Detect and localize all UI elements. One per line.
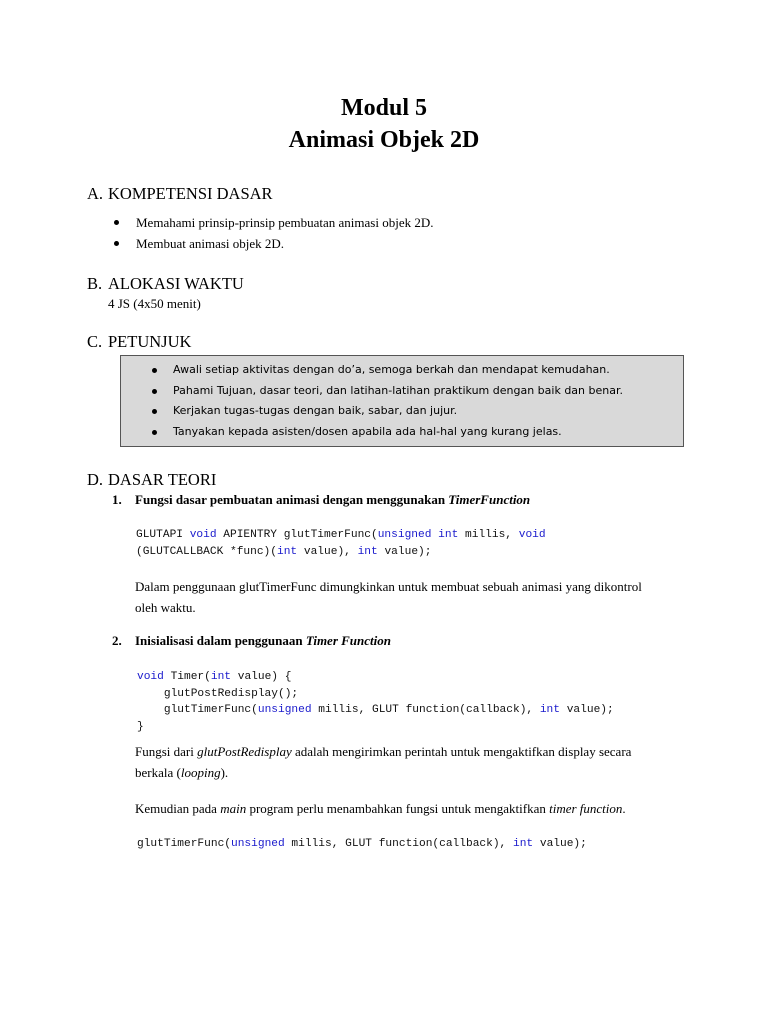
instructions-box <box>120 355 684 447</box>
paragraph-3-text: program perlu menambahkan fungsi untuk mengaktifkan <box>246 801 550 816</box>
section-a-list <box>108 212 434 254</box>
paragraph-3-text: . <box>622 801 626 816</box>
section-a-title: KOMPETENSI DASAR <box>108 184 273 203</box>
section-b-title: ALOKASI WAKTU <box>108 274 244 293</box>
code-token: value); <box>533 838 587 850</box>
list-item: Tanyakan kepada asisten/dosen apabila ada hal-hal yang kurang jelas. <box>121 422 683 443</box>
section-b-text: 4 JS (4x50 menit) <box>108 296 201 311</box>
paragraph-2 <box>135 741 695 783</box>
list-item: Kerjakan tugas-tugas dengan baik, sabar, dan jujur. <box>121 401 683 422</box>
section-d-letter: D. <box>87 470 104 489</box>
section-c-title: PETUNJUK <box>108 332 192 351</box>
paragraph-2-italic: glutPostRedisplay <box>197 744 292 759</box>
code-keyword: int <box>210 671 232 683</box>
code-block-3 <box>137 836 587 853</box>
module-number: Modul 5 <box>340 95 427 121</box>
code-block-1 <box>136 527 546 560</box>
code-keyword: int <box>357 545 378 558</box>
code-line <box>137 669 614 686</box>
section-d-title: DASAR TEORI <box>108 470 217 489</box>
paragraph-3-italic: main <box>220 801 247 816</box>
code-keyword: int <box>539 704 560 716</box>
subsection-2-italic: Timer Function <box>305 633 391 648</box>
code-token: GLUTAPI <box>136 529 190 541</box>
code-keyword: unsigned <box>377 529 432 541</box>
paragraph-3-italic: timer function <box>549 801 623 816</box>
code-block-2 <box>137 669 614 735</box>
code-keyword: int <box>438 529 459 541</box>
section-c-letter: C. <box>87 332 103 351</box>
code-token: Timer( <box>163 671 211 683</box>
list-item: Memahami prinsip-prinsip pembuatan animasi objek 2D. <box>108 212 434 233</box>
code-line <box>137 702 614 719</box>
subsection-2-heading <box>112 632 391 650</box>
subsection-1-number: 1. <box>112 492 122 507</box>
paragraph-1-line-1: Dalam penggunaan glutTimerFunc dimungkinkan untuk membuat sebuah animasi yang dikontrol <box>135 579 642 594</box>
code-token: glutTimerFunc( <box>137 838 231 850</box>
paragraph-2-text: adalah mengirimkan perintah untuk mengaktifkan display secara <box>291 744 632 759</box>
paragraph-2-text: berkala ( <box>135 765 181 780</box>
code-keyword: void <box>518 529 546 541</box>
section-c-heading <box>87 332 191 352</box>
code-keyword: int <box>512 838 534 850</box>
code-token: (GLUTCALLBACK *func)( <box>136 545 277 558</box>
section-d-heading <box>87 470 216 490</box>
code-token: value); <box>377 545 432 558</box>
paragraph-2-text: Fungsi dari <box>135 744 198 759</box>
code-token: value); <box>560 704 614 716</box>
code-keyword: int <box>277 545 298 558</box>
code-keyword: unsigned <box>257 704 312 716</box>
code-token: value), <box>297 545 358 558</box>
subsection-2-number: 2. <box>112 633 122 648</box>
code-line <box>137 686 614 703</box>
code-token: millis, GLUT function(callback), <box>311 704 540 716</box>
paragraph-3-text: Kemudian pada <box>135 801 221 816</box>
list-item: Awali setiap aktivitas dengan do’a, semoga berkah dan mendapat kemudahan. <box>121 360 683 381</box>
code-token: millis, <box>458 529 519 541</box>
code-token: millis, GLUT function(callback), <box>284 838 513 850</box>
paragraph-3 <box>135 798 695 819</box>
code-line <box>137 719 614 736</box>
paragraph-2-text: ). <box>220 765 229 780</box>
code-line <box>136 527 546 544</box>
code-line <box>137 836 587 853</box>
list-item: Pahami Tujuan, dasar teori, dan latihan-latihan praktikum dengan baik dan benar. <box>121 381 683 402</box>
section-b-heading <box>87 274 244 294</box>
paragraph-1 <box>135 576 695 618</box>
section-a-letter: A. <box>87 184 104 203</box>
code-token: glutPostRedisplay(); <box>137 687 299 700</box>
paragraph-2-italic: looping <box>180 765 221 780</box>
subsection-1-text: Fungsi dasar pembuatan animasi dengan menggunakan <box>135 492 449 507</box>
code-keyword: void <box>189 529 217 541</box>
paragraph-1-line-2: oleh waktu. <box>135 600 196 615</box>
code-token: value) { <box>231 671 292 683</box>
section-a-heading <box>87 184 273 204</box>
code-token: } <box>137 720 144 733</box>
code-keyword: void <box>137 671 164 683</box>
section-b-letter: B. <box>87 274 103 293</box>
code-token: glutTimerFunc( <box>137 704 258 716</box>
subsection-1-heading <box>112 491 530 509</box>
list-item: Membuat animasi objek 2D. <box>108 233 434 254</box>
code-keyword: unsigned <box>231 838 285 850</box>
subsection-1-italic: TimerFunction <box>448 492 531 507</box>
subsection-2-text: Inisialisasi dalam penggunaan <box>135 633 306 648</box>
code-line <box>136 544 546 561</box>
module-subtitle: Animasi Objek 2D <box>288 127 480 153</box>
code-token: APIENTRY glutTimerFunc( <box>216 529 378 541</box>
